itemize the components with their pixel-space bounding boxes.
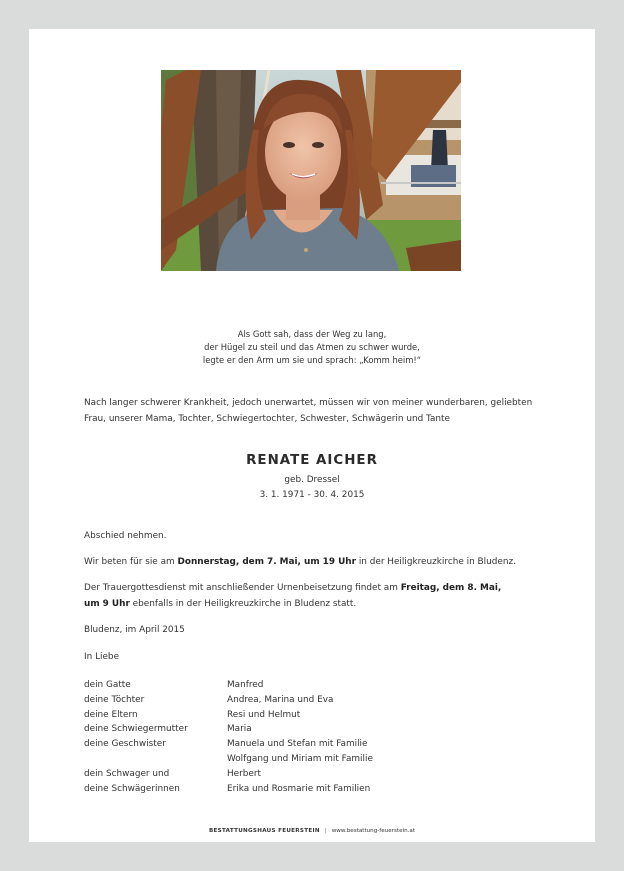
in-love: In Liebe	[84, 652, 120, 662]
portrait-photo-icon	[161, 70, 461, 271]
relative-row	[84, 737, 373, 752]
relative-names: Maria	[227, 724, 252, 735]
relative-relation: deine Schwiegermutter	[84, 724, 188, 735]
birth-name: geb. Dressel	[284, 475, 340, 485]
deceased-name: RENATE AICHER	[246, 453, 378, 468]
intro-line: Nach langer schwerer Krankheit, jedoch unerwartet, müssen wir von meiner wunderbaren, geliebten	[84, 398, 533, 408]
place-date: Bludenz, im April 2015	[84, 625, 185, 635]
service-date: Freitag, dem 8. Mai,	[400, 583, 502, 593]
prayer-date: Donnerstag, dem 7. Mai, um 19 Uhr	[177, 557, 356, 567]
poem-line: Als Gott sah, dass der Weg zu lang,	[237, 329, 387, 339]
prayer-post: in der Heiligkreuzkirche in Bludenz.	[356, 557, 516, 567]
obituary-page	[29, 29, 595, 842]
relative-names: Wolfgang und Miriam mit Familie	[227, 753, 373, 764]
poem	[29, 328, 595, 367]
relative-row	[84, 678, 373, 693]
relative-names: Manuela und Stefan mit Familie	[227, 739, 368, 750]
relatives-list	[84, 678, 373, 796]
relative-names: Manfred	[227, 680, 264, 690]
intro-text	[84, 396, 554, 427]
service-pre: Der Trauergottesdienst mit anschließender Urnenbeisetzung findet am	[84, 583, 401, 593]
relative-names: Herbert	[227, 768, 262, 779]
poem-line: der Hügel zu steil und das Atmen zu schwer wurde,	[204, 342, 420, 352]
prayer-text	[84, 555, 554, 571]
relative-relation: deine Eltern	[84, 709, 138, 720]
footer	[29, 828, 595, 834]
relative-row	[84, 708, 373, 723]
poem-line: legte er den Arm um sie und sprach: „Komm heim!“	[202, 355, 422, 365]
relative-relation: dein Gatte	[84, 680, 131, 690]
prayer-pre: Wir beten für sie am	[84, 557, 178, 567]
footer-separator: |	[324, 828, 327, 834]
relative-row	[84, 782, 373, 797]
service-time: um 9 Uhr	[84, 598, 130, 609]
relative-names: Erika und Rosmarie mit Familien	[227, 783, 371, 794]
relative-names: Andrea, Marina und Eva	[227, 694, 334, 705]
relative-row	[84, 767, 373, 782]
relative-row	[84, 693, 373, 708]
portrait-photo	[161, 70, 461, 271]
farewell-text: Abschied nehmen.	[84, 531, 167, 541]
relative-row	[84, 752, 373, 767]
relative-relation	[84, 752, 227, 767]
relative-relation: deine Geschwister	[84, 739, 166, 750]
footer-website: www.bestattung-feuerstein.at	[331, 828, 416, 834]
intro-line: Frau, unserer Mama, Tochter, Schwiegertochter, Schwester, Schwägerin und Tante	[84, 413, 450, 424]
relative-relation: dein Schwager und	[84, 768, 170, 779]
relative-relation: deine Schwägerinnen	[84, 783, 180, 794]
service-post: ebenfalls in der Heiligkreuzkirche in Bludenz statt.	[129, 598, 357, 609]
relative-relation: deine Töchter	[84, 694, 145, 705]
service-text	[84, 581, 554, 612]
relative-names: Resi und Helmut	[227, 709, 301, 720]
footer-brand: BESTATTUNGSHAUS FEUERSTEIN	[208, 828, 320, 834]
life-dates: 3. 1. 1971 - 30. 4. 2015	[259, 490, 365, 500]
relative-row	[84, 722, 373, 737]
